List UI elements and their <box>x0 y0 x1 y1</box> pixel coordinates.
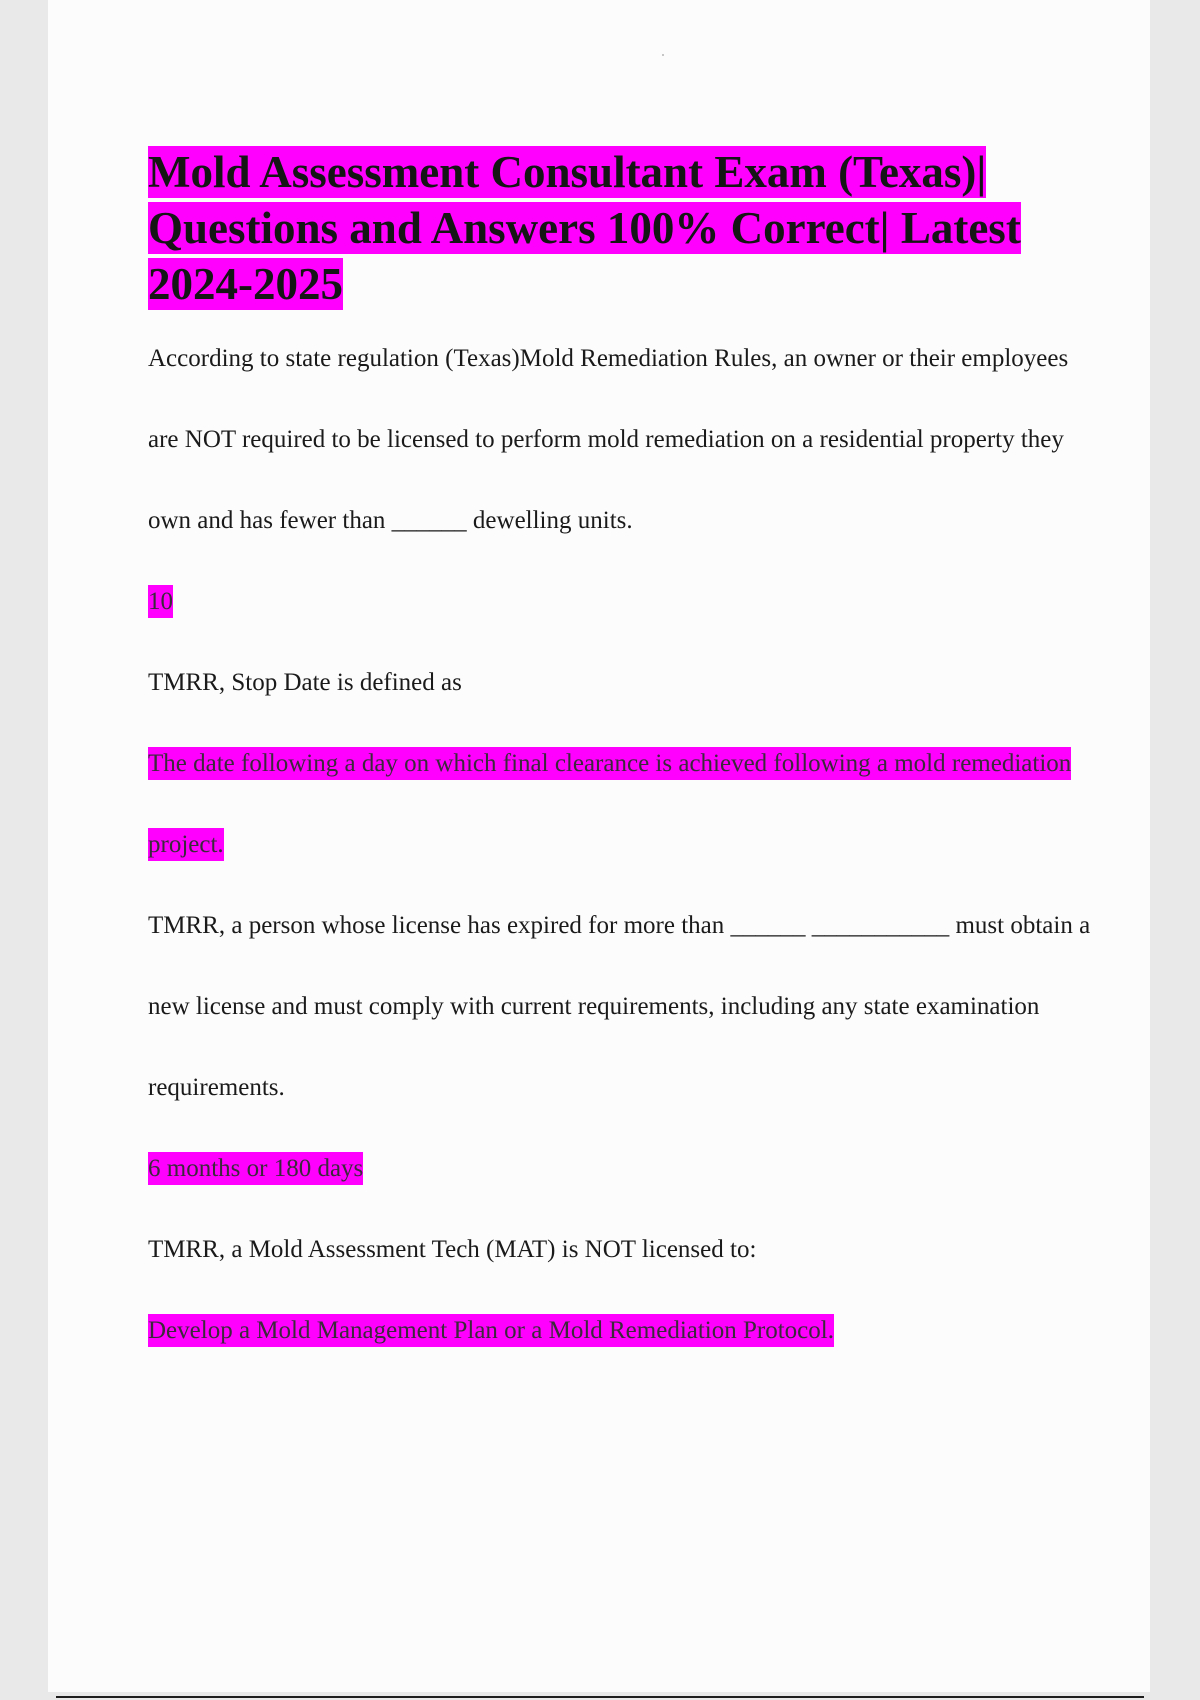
answer-highlight: 10 <box>148 585 173 618</box>
page-bottom-rule <box>56 1696 1144 1698</box>
question-3: TMRR, a person whose license has expired for more than ______ ___________ must obtain a new license and must comply with current requirements, including any state examination requirements. <box>148 912 1091 1101</box>
answer-highlight: 6 months or 180 days <box>148 1152 363 1185</box>
title-highlight: Mold Assessment Consultant Exam (Texas)| Questions and Answers 100% Correct| Latest 2024-2025 <box>148 147 1021 309</box>
qa-list <box>148 318 1098 1371</box>
question-1: According to state regulation (Texas)Mold Remediation Rules, an owner or their employees are NOT required to be licensed to perform mold remediation on a residential property they own and has fewer than ______ dewelling units. <box>148 345 1069 534</box>
answer-3 <box>148 1128 1098 1209</box>
answer-1 <box>148 561 1098 642</box>
document-content <box>148 144 1098 1371</box>
page-mark <box>662 54 664 56</box>
answer-4 <box>148 1290 1098 1371</box>
answer-2 <box>148 723 1098 885</box>
question-4: TMRR, a Mold Assessment Tech (MAT) is NOT licensed to: <box>148 1236 757 1263</box>
document-title <box>148 144 1098 312</box>
answer-highlight: Develop a Mold Management Plan or a Mold Remediation Protocol. <box>148 1314 834 1347</box>
question-2: TMRR, Stop Date is defined as <box>148 669 462 696</box>
answer-highlight: The date following a day on which final clearance is achieved following a mold remediation project. <box>148 747 1071 861</box>
